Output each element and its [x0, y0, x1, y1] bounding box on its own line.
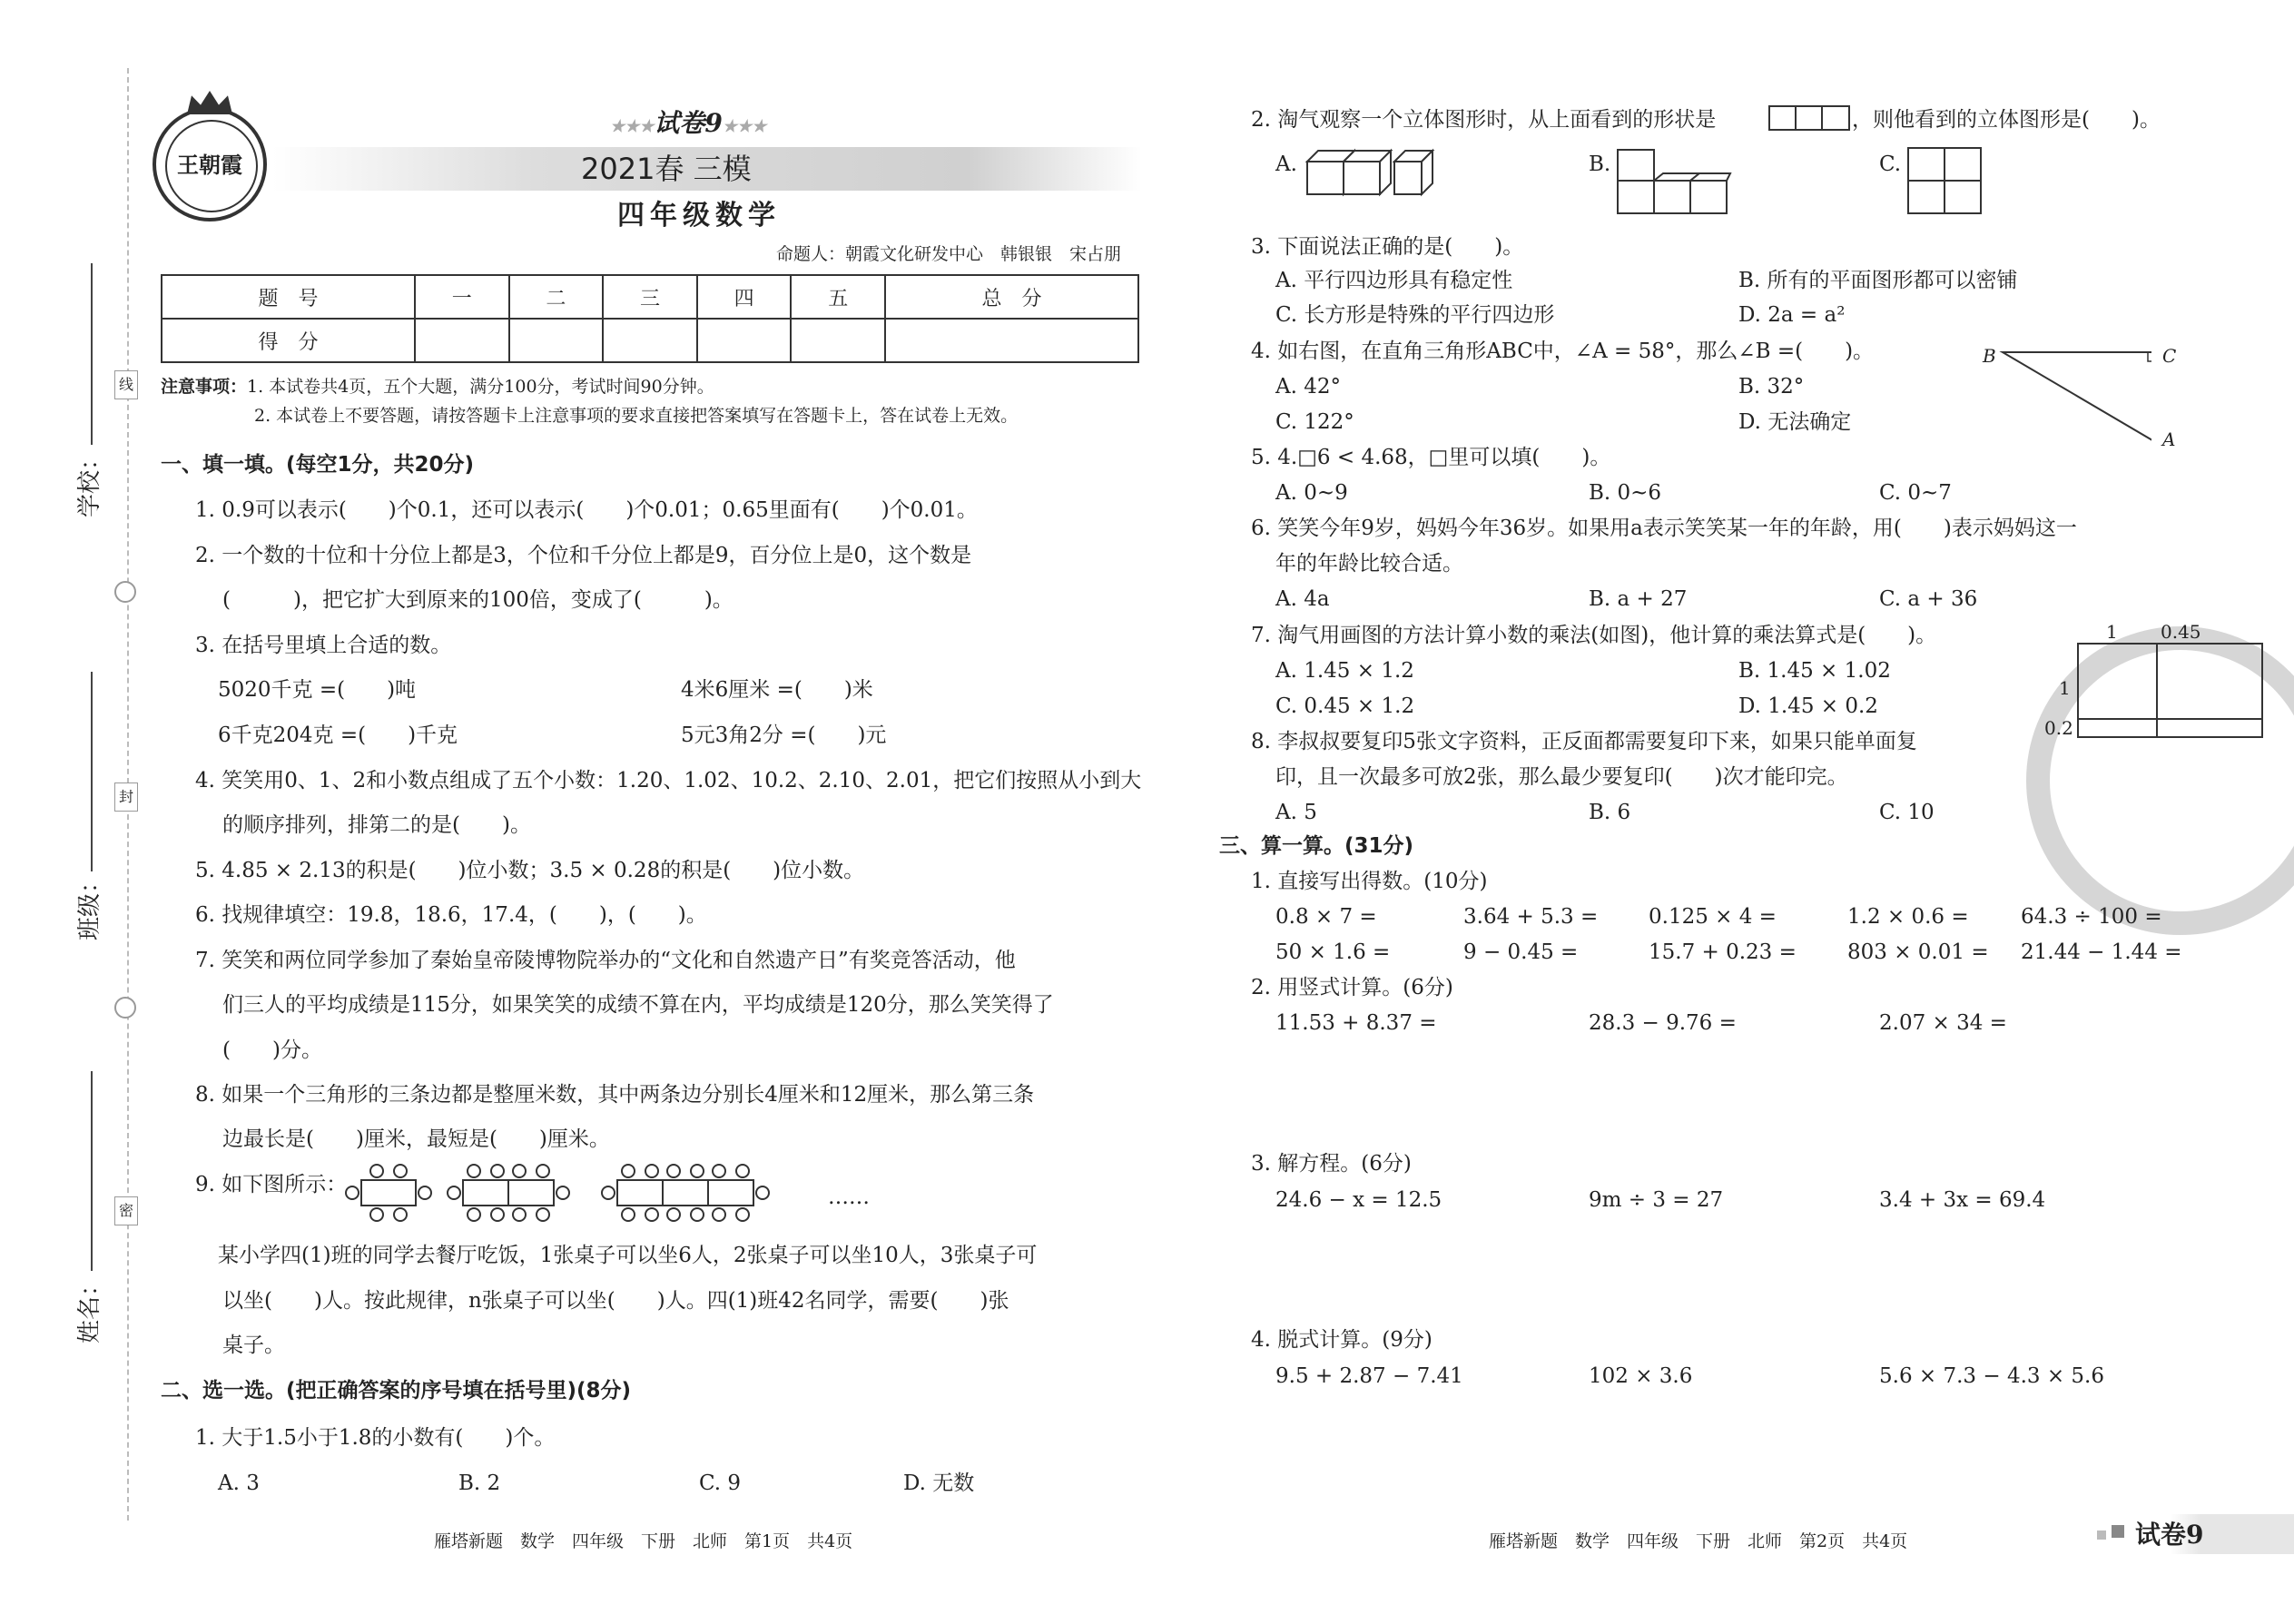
- calc-1-1: 0.8 × 7 =: [1275, 905, 1377, 929]
- score-row: [162, 319, 1138, 362]
- step-calc-3: 5.6 × 7.3 − 4.3 × 5.6: [1879, 1364, 2104, 1388]
- s2-q1-option-b: B. 2: [458, 1471, 501, 1495]
- score-header-cell: 一: [415, 275, 509, 319]
- s2-q3: 3. 下面说法正确的是( )。: [1251, 235, 1524, 259]
- area-model-figure: [2077, 643, 2264, 739]
- score-header-cell: 二: [509, 275, 604, 319]
- score-cell: [885, 319, 1138, 362]
- s2-q6-option-a: A. 4a: [1275, 587, 1330, 611]
- calc-2-4: 803 × 0.01 =: [1847, 940, 1989, 964]
- area-label-top-1: 1: [2106, 621, 2118, 643]
- s1-q3: 3. 在括号里填上合适的数。: [195, 634, 452, 657]
- s2-q6-option-b: B. a + 27: [1589, 587, 1688, 611]
- s1-q8b: 边最长是( )厘米，最短是( )厘米。: [222, 1127, 610, 1151]
- triangle-label-c: C: [2162, 345, 2177, 367]
- s2-q7: 7. 淘气用画图的方法计算小数的乘法(如图)，他计算的乘法算式是( )。: [1251, 624, 1937, 647]
- s2-q2-option-c: C.: [1879, 153, 1902, 176]
- s2-q1-option-a: A. 3: [218, 1471, 260, 1495]
- s1-q7b: 们三人的平均成绩是115分，如果笑笑的成绩不算在内，平均成绩是120分，那么笑笑得了: [222, 993, 1054, 1017]
- stars-title: ★★★试卷9★★★: [610, 108, 767, 138]
- top-view-shape: [1768, 105, 1850, 131]
- footer-square: [2112, 1525, 2124, 1538]
- footer-tag: 试卷9: [2135, 1520, 2204, 1550]
- score-header-cell: 总 分: [885, 275, 1138, 319]
- s1-q4a: 4. 笑笑用0、1、2和小数点组成了五个小数：1.20、1.02、10.2、2.10、2.01，把它们按照从小到大: [195, 769, 1142, 792]
- option-b-solid: [1616, 141, 1734, 218]
- score-header-cell: 四: [697, 275, 792, 319]
- s1-q7a: 7. 笑笑和两位同学参加了秦始皇帝陵博物院举办的“文化和自然遗产日”有奖竞答活动，他: [195, 949, 1016, 972]
- area-label-left-1: 1: [2059, 677, 2071, 699]
- s2-q6a: 6. 笑笑今年9岁，妈妈今年36岁。如果用a表示笑笑某一年的年龄，用( )表示妈妈这一: [1251, 517, 2077, 540]
- s1-q3a: 5020千克 =( )吨: [218, 678, 417, 702]
- s2-q2: 2. 淘气观察一个立体图形时，从上面看到的形状是: [1251, 108, 1717, 132]
- figure-ellipsis: ……: [828, 1186, 870, 1209]
- s2-q3-option-d: D. 2a = a²: [1738, 303, 1846, 327]
- s2-q7-option-c: C. 0.45 × 1.2: [1275, 694, 1415, 718]
- score-cell: [415, 319, 509, 362]
- option-a-solid: [1305, 145, 1442, 200]
- footer-square: [2097, 1530, 2106, 1540]
- figure-table: [361, 1180, 416, 1206]
- binding-hole-1: [114, 581, 136, 603]
- s2-q4-option-d: D. 无法确定: [1738, 410, 1852, 434]
- s3-p3: 3. 解方程。(6分): [1251, 1152, 1412, 1176]
- subject-title: 四年级数学: [617, 200, 781, 231]
- class-underline: [91, 672, 93, 871]
- binding-char-line: 线: [114, 370, 138, 399]
- authors: 命题人：朝霞文化研发中心 韩银银 宋占朋: [776, 244, 1122, 264]
- name-label: 姓名：: [76, 1272, 103, 1343]
- s3-p1: 1. 直接写出得数。(10分): [1251, 870, 1488, 893]
- s2-q2-option-a: A.: [1275, 153, 1297, 176]
- s1-q5: 5. 4.85 × 2.13的积是( )位小数；3.5 × 0.28的积是( )位小数。: [195, 859, 865, 882]
- area-label-left-02: 0.2: [2044, 717, 2073, 739]
- score-header-cell: 五: [791, 275, 885, 319]
- step-calc-1: 9.5 + 2.87 − 7.41: [1275, 1364, 1463, 1388]
- s1-q3d: 5元3角2分 =( )元: [681, 723, 887, 747]
- calc-2-2: 9 − 0.45 =: [1463, 940, 1579, 964]
- logo: [153, 107, 267, 221]
- binding-hole-2: [114, 997, 136, 1019]
- triangle-label-a: A: [2162, 428, 2176, 450]
- vertical-calc-3: 2.07 × 34 =: [1879, 1011, 2007, 1035]
- school-underline: [91, 263, 93, 445]
- s2-q8-option-a: A. 5: [1275, 801, 1317, 824]
- note-2: 2. 本试卷上不要答题，请按答题卡上注意事项的要求直接把答案填写在答题卡上，答在试卷上无效。: [254, 406, 1019, 426]
- score-cell: [697, 319, 792, 362]
- calc-1-5: 64.3 ÷ 100 =: [2021, 905, 2162, 929]
- binding-char-seal: 封: [114, 782, 138, 812]
- vertical-calc-2: 28.3 − 9.76 =: [1589, 1011, 1737, 1035]
- s2-q3-option-b: B. 所有的平面图形都可以密铺: [1738, 269, 2018, 292]
- s1-q1: 1. 0.9可以表示( )个0.1，还可以表示( )个0.01；0.65里面有( )个0.01。: [195, 498, 978, 522]
- right-triangle-figure: [1997, 343, 2151, 454]
- s2-q8a: 8. 李叔叔要复印5张文字资料，正反面都需要复印下来，如果只能单面复: [1251, 730, 1917, 753]
- school-label: 学校：: [76, 446, 103, 517]
- note-1: 1. 本试卷共4页，五个大题，满分100分，考试时间90分钟。: [247, 377, 714, 397]
- step-calc-2: 102 × 3.6: [1589, 1364, 1693, 1388]
- s2-q3-option-c: C. 长方形是特殊的平行四边形: [1275, 303, 1555, 327]
- s2-q6b: 年的年龄比较合适。: [1275, 552, 1463, 576]
- s1-q7c: ( )分。: [222, 1038, 322, 1062]
- s2-q5-option-c: C. 0~7: [1879, 481, 1952, 505]
- s2-q1-option-c: C. 9: [699, 1471, 742, 1495]
- section-3-title: 三、算一算。(31分): [1219, 834, 1414, 858]
- s2-q1-option-d: D. 无数: [903, 1471, 975, 1495]
- calc-2-3: 15.7 + 0.23 =: [1649, 940, 1797, 964]
- s1-q2b: ( )，把它扩大到原来的100倍，变成了( )。: [222, 588, 733, 612]
- s1-q9c: 桌子。: [222, 1334, 285, 1357]
- score-header-cell: 三: [603, 275, 697, 319]
- section-1-title: 一、填一填。(每空1分，共20分): [161, 453, 475, 477]
- notes-label: 注意事项：: [161, 377, 248, 397]
- s1-q9: 9. 如下图所示：: [195, 1173, 348, 1196]
- option-c-solid: [1906, 141, 1988, 218]
- s2-q7-option-b: B. 1.45 × 1.02: [1738, 659, 1891, 683]
- s1-q6: 6. 找规律填空：19.8，18.6，17.4，( )，( )。: [195, 903, 707, 927]
- area-label-top-045: 0.45: [2161, 621, 2201, 643]
- s1-q8a: 8. 如果一个三角形的三条边都是整厘米数，其中两条边分别长4厘米和12厘米，那么第三条: [195, 1083, 1035, 1107]
- s2-q2-tail: ，则他看到的立体图形是( )。: [1852, 108, 2161, 132]
- binding-char-mi: 密: [114, 1196, 138, 1225]
- vertical-calc-1: 11.53 + 8.37 =: [1275, 1011, 1437, 1035]
- section-2-title: 二、选一选。(把正确答案的序号填在括号里)(8分): [161, 1379, 632, 1403]
- score-header-cell: 题 号: [162, 275, 415, 319]
- s2-q8-option-b: B. 6: [1589, 801, 1631, 824]
- s2-q4-option-b: B. 32°: [1738, 375, 1805, 399]
- score-table: [161, 274, 1139, 363]
- s2-q4-option-c: C. 122°: [1275, 410, 1354, 434]
- s2-q4-option-a: A. 42°: [1275, 375, 1341, 399]
- s2-q8b: 印，且一次最多可放2张，那么最少要复印( )次才能印完。: [1275, 765, 1848, 789]
- table-seating-figure: [345, 1160, 817, 1224]
- s2-q5-option-b: B. 0~6: [1589, 481, 1662, 505]
- footer-left: 雁塔新题 数学 四年级 下册 北师 第1页 共4页: [434, 1531, 853, 1551]
- s2-q3-option-a: A. 平行四边形具有稳定性: [1275, 269, 1513, 292]
- calc-1-4: 1.2 × 0.6 =: [1847, 905, 1969, 929]
- score-cell: [603, 319, 697, 362]
- s2-q5-option-a: A. 0~9: [1275, 481, 1348, 505]
- s2-q5: 5. 4.□6 < 4.68，□里可以填( )。: [1251, 446, 1611, 469]
- score-cell: [791, 319, 885, 362]
- exam-title: 2021春 三模: [581, 152, 752, 186]
- s1-q2a: 2. 一个数的十位和十分位上都是3，个位和千分位上都是9，百分位上是0，这个数是: [195, 544, 972, 567]
- calc-1-2: 3.64 + 5.3 =: [1463, 905, 1599, 929]
- score-header-row: [162, 275, 1138, 319]
- s1-q4b: 的顺序排列，排第二的是( )。: [222, 813, 531, 837]
- score-cell: [509, 319, 604, 362]
- name-underline: [91, 1071, 93, 1271]
- s2-q6-option-c: C. a + 36: [1879, 587, 1978, 611]
- equation-2: 9m ÷ 3 = 27: [1589, 1188, 1724, 1212]
- s3-p2: 2. 用竖式计算。(6分): [1251, 976, 1453, 999]
- calc-2-5: 21.44 − 1.44 =: [2021, 940, 2182, 964]
- calc-1-3: 0.125 × 4 =: [1649, 905, 1777, 929]
- logo-text: 王朝霞: [177, 152, 242, 178]
- s2-q7-option-d: D. 1.45 × 0.2: [1738, 694, 1878, 718]
- calc-2-1: 50 × 1.6 =: [1275, 940, 1391, 964]
- s1-q9b: 以坐( )人。按此规律，n张桌子可以坐( )人。四(1)班42名同学，需要( )张: [222, 1289, 1009, 1313]
- s2-q4: 4. 如右图，在直角三角形ABC中，∠A = 58°，那么∠B =( )。: [1251, 340, 1875, 363]
- score-row-label: 得 分: [162, 319, 415, 362]
- s2-q1: 1. 大于1.5小于1.8的小数有( )个。: [195, 1426, 556, 1450]
- s2-q8-option-c: C. 10: [1879, 801, 1935, 824]
- triangle-label-b: B: [1983, 345, 1996, 367]
- footer-right: 雁塔新题 数学 四年级 下册 北师 第2页 共4页: [1489, 1531, 1908, 1551]
- s1-q3c: 6千克204克 =( )千克: [218, 723, 458, 747]
- class-label: 班级：: [76, 869, 103, 940]
- equation-1: 24.6 − x = 12.5: [1275, 1188, 1442, 1212]
- s2-q7-option-a: A. 1.45 × 1.2: [1275, 659, 1414, 683]
- s1-q3b: 4米6厘米 =( )米: [681, 678, 873, 702]
- equation-3: 3.4 + 3x = 69.4: [1879, 1188, 2046, 1212]
- notes-line-1: [161, 374, 714, 399]
- s3-p4: 4. 脱式计算。(9分): [1251, 1328, 1433, 1352]
- crown-icon: [187, 91, 232, 114]
- s2-q2-option-b: B.: [1589, 153, 1611, 176]
- s1-q9a: 某小学四(1)班的同学去餐厅吃饭，1张桌子可以坐6人，2张桌子可以坐10人，3张桌子可: [218, 1244, 1038, 1267]
